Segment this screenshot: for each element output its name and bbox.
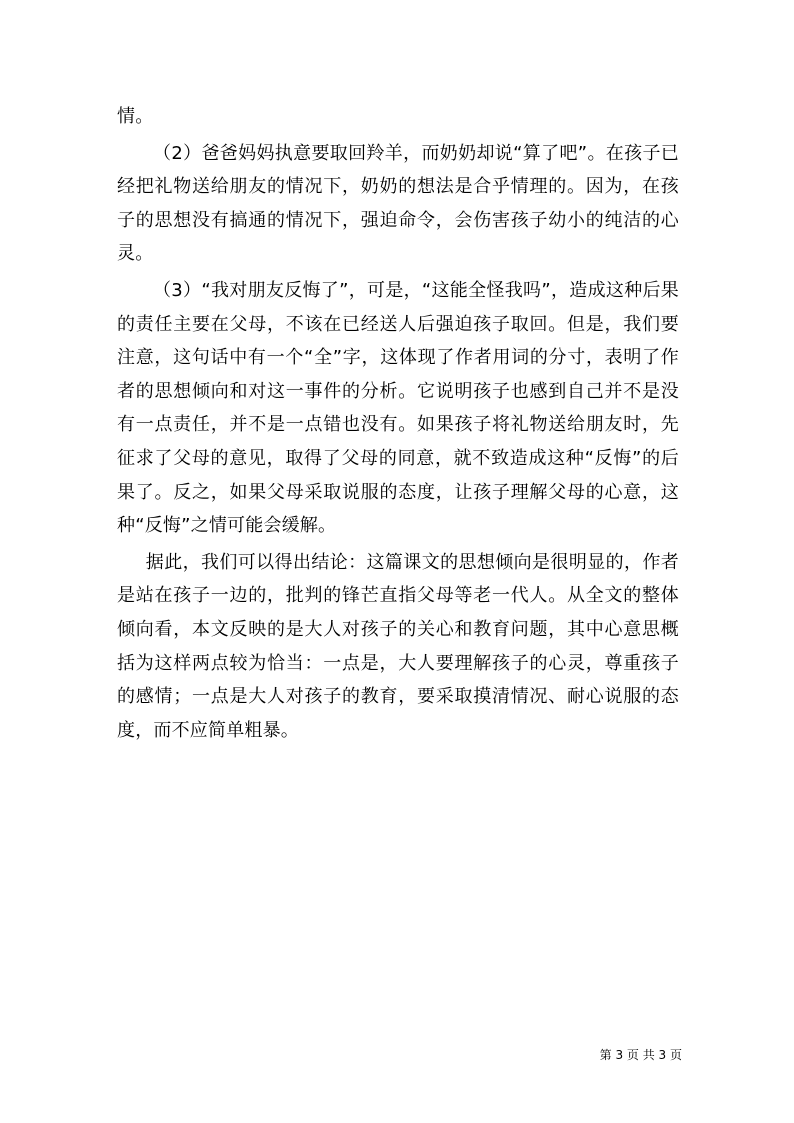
page-footer: 第 3 页 共 3 页 [599, 1048, 682, 1062]
document-body [117, 100, 679, 747]
paragraph-point-3: （3）“我对朋友反悔了”，可是，“这能全怪我吗”，造成这种后果的责任主要在父母，不该在已经送人后强迫孩子取回。但是，我们要注意，这句话中有一个“全”字，这体现了作者用词的分寸，表明了作者的思想倾向和对这一事件的分析。它说明孩子也感到自己并不是没有一点责任，并不是一点错也没有。如果孩子将礼物送给朋友时，先征求了父母的意见，取得了父母的同意，就不致造成这种“反悔”的后果了。反之，如果父母采取说服的态度，让孩子理解父母的心意，这种“反悔”之情可能会缓解。 [117, 279, 679, 537]
paragraph-conclusion: 据此，我们可以得出结论：这篇课文的思想倾向是很明显的，作者是站在孩子一边的，批判的锋芒直指父母等老一代人。从全文的整体倾向看，本文反映的是大人对孩子的关心和教育问题，其中心意思概括为这样两点较为恰当：一点是，大人要理解孩子的心灵，尊重孩子的感情；一点是大人对孩子的教育，要采取摸清情况、耐心说服的态度，而不应简单粗暴。 [117, 551, 679, 741]
paragraph-point-2: （2）爸爸妈妈执意要取回羚羊，而奶奶却说“算了吧”。在孩子已经把礼物送给朋友的情况下，奶奶的想法是合乎情理的。因为，在孩子的思想没有搞通的情况下，强迫命令，会伤害孩子幼小的纯洁的心灵。 [117, 142, 679, 265]
paragraph-continuation: 情。 [117, 106, 154, 127]
